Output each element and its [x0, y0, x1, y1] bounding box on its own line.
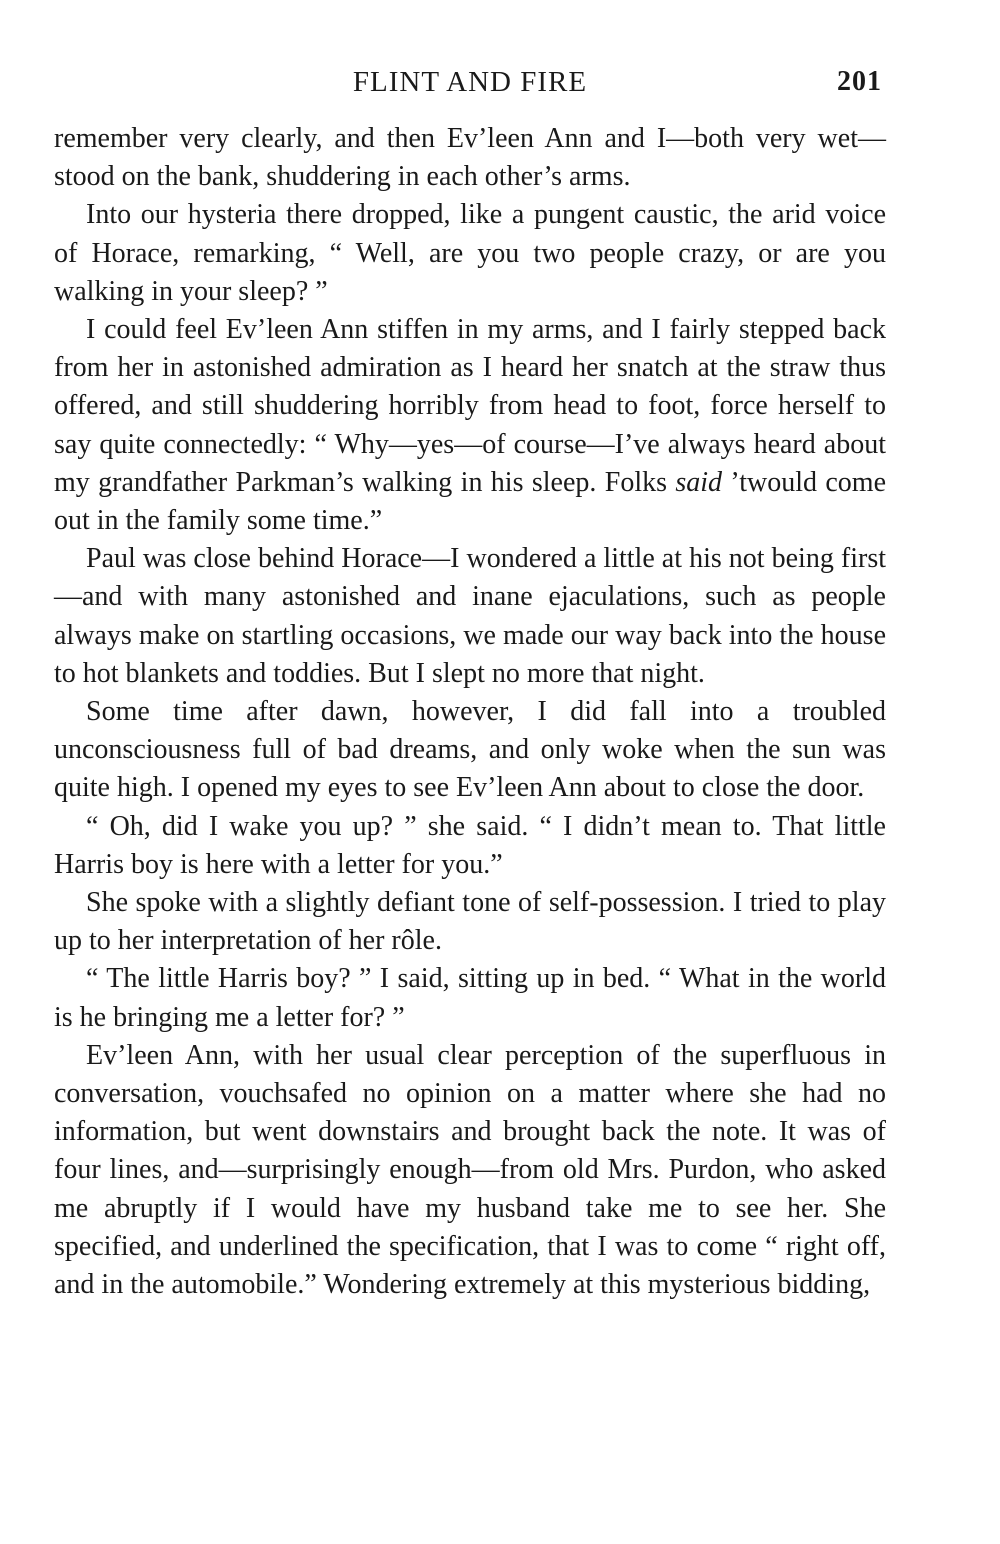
paragraph-1: remember very clearly, and then Ev’leen Ann and I—both very wet—stood on the bank, shuddering in each other’s arms. [54, 123, 886, 193]
paragraph-6: “ Oh, did I wake you up? ” she said. “ I didn’t mean to. That little Harris boy is here with a letter for you.” [54, 810, 886, 880]
paragraph-3 [54, 311, 886, 540]
running-title: FLINT AND FIRE [352, 66, 588, 98]
paragraph-2: Into our hysteria there dropped, like a pungent caustic, the arid voice of Horace, remarking, “ Well, are you two people crazy, or are you walking in your sleep? ” [54, 199, 886, 307]
paragraph-3-text-after: ’twould come out in the family some time.” [54, 466, 887, 537]
running-head [0, 66, 1000, 106]
paragraph-9: Ev’leen Ann, with her usual clear perception of the superfluous in conversation, vouchsafed no opinion on a matter where she had no information, but went downstairs and brought back the note. It was of four lines, and—surprisingly enough—from old Mrs. Purdon, who asked me abruptly if I would have my husband take me to see her. She specified, and underlined the specification, that I was to come “ right off, and in the automobile.” Wondering extremely at this mysterious bidding, [54, 1039, 886, 1301]
paragraph-8: “ The little Harris boy? ” I said, sitting up in bed. “ What in the world is he bringing me a letter for? ” [54, 963, 886, 1033]
page-number: 201 [837, 66, 882, 97]
paragraph-7: She spoke with a slightly defiant tone of self-possession. I tried to play up to her interpretation of her rôle. [54, 887, 886, 957]
emphasized-word: said [675, 466, 723, 498]
body-text [54, 120, 886, 1304]
paragraph-4: Paul was close behind Horace—I wondered a little at his not being first—and with many astonished and inane ejaculations, such as people always make on startling occasions, we made our way back into the house to hot blankets and toddies. But I slept no more that night. [54, 543, 886, 689]
paragraph-3-text-before: I could feel Ev’leen Ann stiffen in my arms, and I fairly stepped back from her in astonished admiration as I heard her snatch at the straw thus offered, and still shuddering horribly from head to foot, force herself to say quite connectedly: “ Why—yes—of course—I’ve always heard about my grandfather Parkman’s walking in his sleep. Folks [54, 314, 886, 498]
paragraph-5: Some time after dawn, however, I did fall into a troubled unconsciousness full of bad dreams, and only woke when the sun was quite high. I opened my eyes to see Ev’leen Ann about to close the door. [54, 696, 886, 804]
